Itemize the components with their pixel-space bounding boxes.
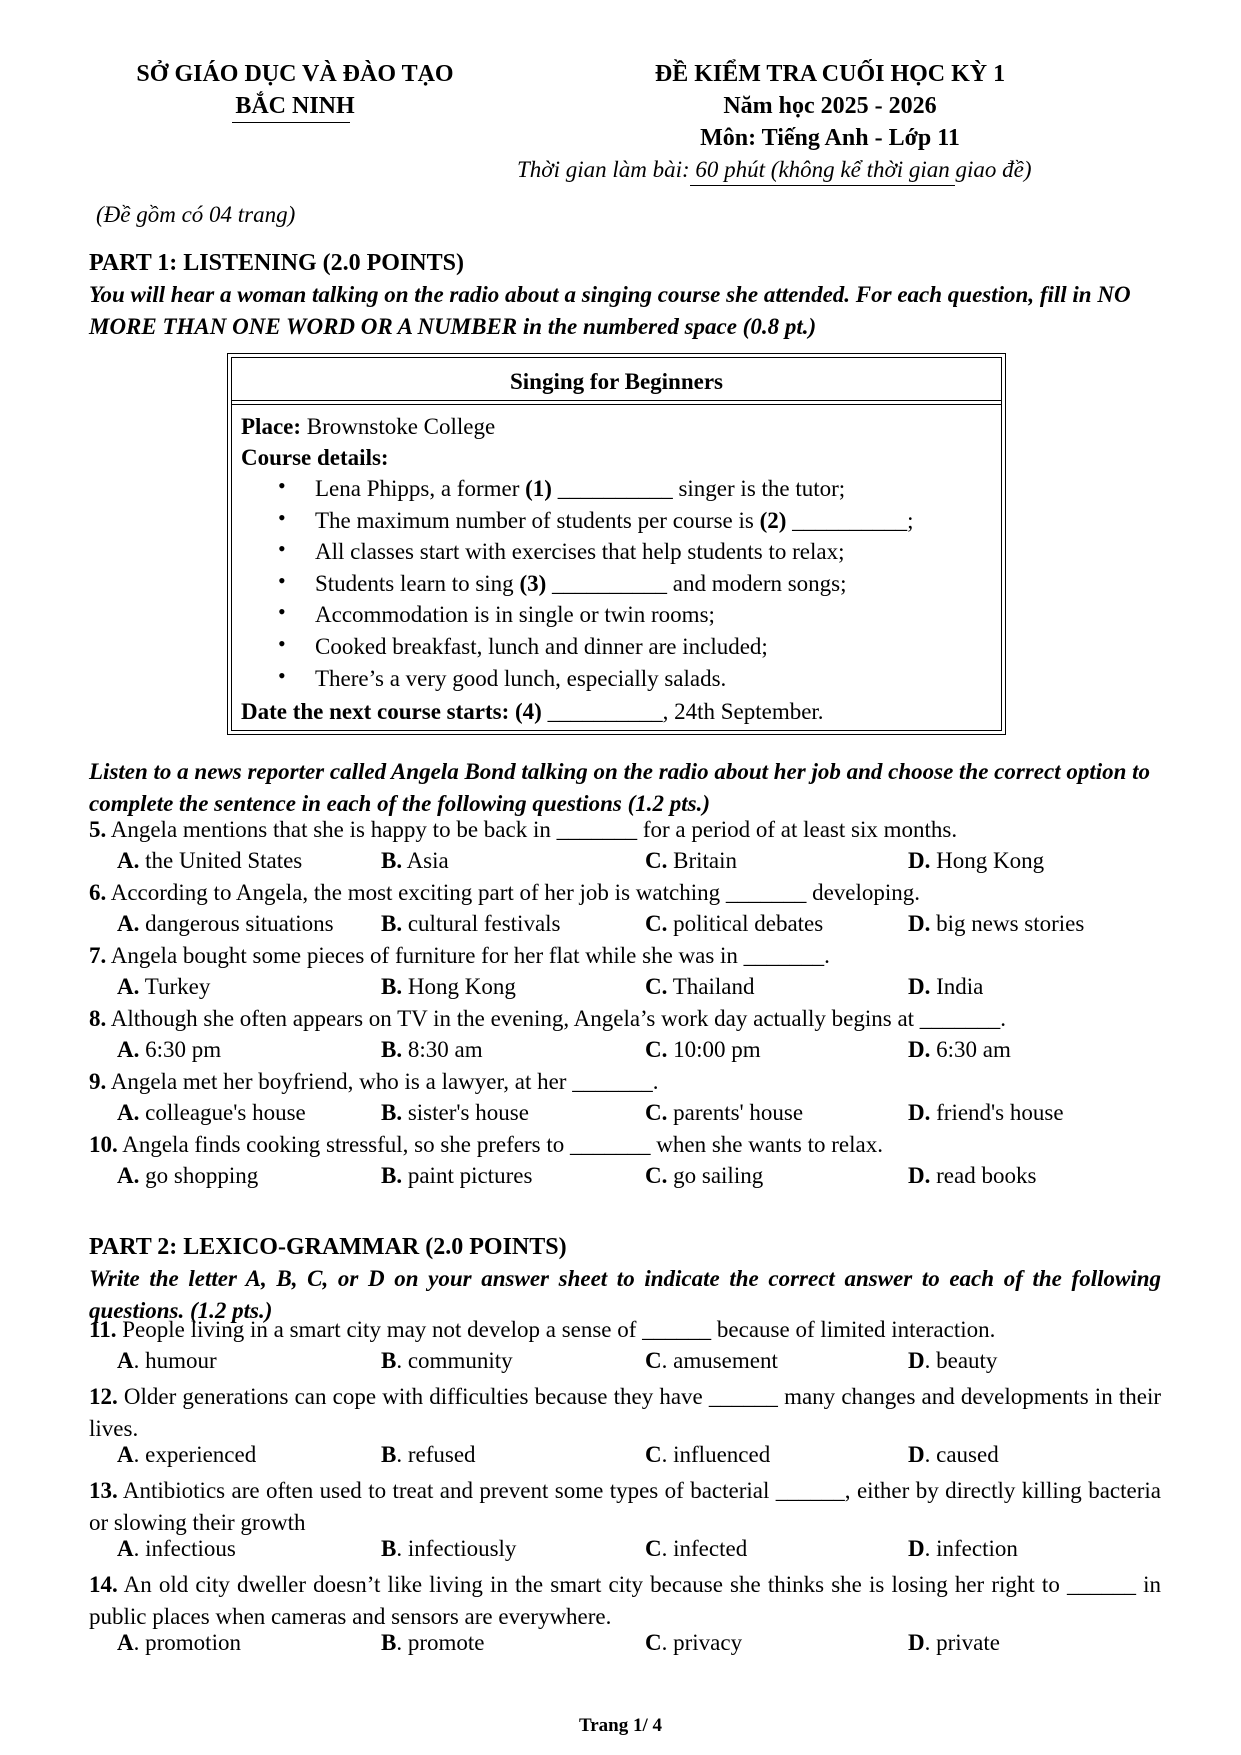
answer-option <box>117 849 302 872</box>
table-title: Singing for Beginners <box>510 369 723 394</box>
course-detail-item <box>315 477 845 500</box>
question-number: 10. <box>89 1132 118 1157</box>
course-detail-item <box>315 667 726 690</box>
date-line <box>241 700 824 723</box>
answer-option <box>645 1038 761 1061</box>
option-letter: C <box>645 1348 662 1373</box>
question-number: 11. <box>89 1317 117 1342</box>
option-text: . experienced <box>133 1442 257 1467</box>
option-text: parents' house <box>667 1100 804 1125</box>
course-details-label: Course details: <box>241 445 389 470</box>
date-value: __________, 24th September. <box>541 699 824 724</box>
part1-instruction: You will hear a woman talking on the radio about a singing course she attended. For each question, fill in NO MORE THAN ONE WORD OR A NUMBER in the numbered space (0.8 pt.) <box>89 282 1131 339</box>
option-text: 8:30 am <box>402 1037 483 1062</box>
detail-text: The maximum number of students per course is <box>315 508 760 533</box>
answer-option <box>908 975 983 998</box>
answer-option <box>908 1164 1036 1187</box>
question-text <box>89 1070 1161 1093</box>
school-year: Năm học 2025 - 2026 <box>723 93 937 119</box>
option-letter: B. <box>381 848 403 873</box>
detail-text: Cooked breakfast, lunch and dinner are included; <box>315 634 768 659</box>
question-text <box>89 1475 1161 1538</box>
answer-option <box>381 1443 476 1466</box>
option-letter: C. <box>645 848 668 873</box>
blank-number: (2) <box>759 508 787 533</box>
answer-option <box>381 1349 513 1372</box>
option-letter: A. <box>117 848 140 873</box>
answer-option <box>381 1631 485 1654</box>
answer-option <box>117 912 334 935</box>
date-label: Date the next course starts: (4) <box>241 699 542 724</box>
option-text: . caused <box>924 1442 999 1467</box>
question-stem: Angela mentions that she is happy to be back in _______ for a period of at least six months. <box>106 817 958 842</box>
answer-option <box>381 1101 529 1124</box>
question-stem: Angela bought some pieces of furniture for her flat while she was in _______. <box>106 943 830 968</box>
question-number: 7. <box>89 943 107 968</box>
option-text: . infected <box>661 1536 748 1561</box>
part2-instruction: Write the letter A, B, C, or D on your answer sheet to indicate the correct answer to each of the following questions. (1.2 pts.) <box>89 1266 1161 1323</box>
option-letter: D <box>908 1442 925 1467</box>
place-label: Place: <box>241 414 302 439</box>
option-letter: A. <box>117 1037 140 1062</box>
answer-option <box>117 1101 306 1124</box>
option-letter: D <box>908 1348 925 1373</box>
answer-option <box>908 1038 1011 1061</box>
detail-text-end: __________ and modern songs; <box>546 571 847 596</box>
bullet-icon <box>278 511 288 521</box>
detail-text-end: __________; <box>786 508 914 533</box>
question-stem: Although she often appears on TV in the evening, Angela’s work day actually begins at _______. <box>106 1006 1007 1031</box>
answer-option <box>908 1631 1000 1654</box>
answer-option <box>908 1443 999 1466</box>
bullet-icon <box>278 669 288 679</box>
part1-instruction-2: Listen to a news reporter called Angela Bond talking on the radio about her job and choose the correct option to complete the sentence in each of the following questions (1.2 pts.) <box>89 759 1151 816</box>
option-letter: B. <box>381 911 403 936</box>
question-stem: Older generations can cope with difficulties because they have ______ many changes and developments in their lives. <box>89 1384 1161 1441</box>
option-letter: B. <box>381 1100 403 1125</box>
blank-number: (3) <box>519 571 547 596</box>
option-letter: D. <box>908 1037 931 1062</box>
answer-option <box>908 1537 1018 1560</box>
option-text: big news stories <box>930 911 1085 936</box>
option-text: . community <box>396 1348 513 1373</box>
option-letter: C <box>645 1536 662 1561</box>
answer-option <box>645 1443 770 1466</box>
option-text: . humour <box>133 1348 217 1373</box>
answer-option <box>645 1537 747 1560</box>
answer-option <box>908 912 1084 935</box>
question-stem: Antibiotics are often used to treat and prevent some types of bacterial ______, either by directly killing bacteria or slowing their growth <box>89 1478 1161 1535</box>
option-letter: D <box>908 1630 925 1655</box>
option-letter: C <box>645 1630 662 1655</box>
question-text <box>89 1318 1161 1341</box>
option-text: cultural festivals <box>402 911 561 936</box>
answer-option <box>645 1349 778 1372</box>
detail-text: Lena Phipps, a former <box>315 476 526 501</box>
option-letter: C. <box>645 1037 668 1062</box>
answer-option <box>381 975 516 998</box>
option-text: . privacy <box>661 1630 743 1655</box>
option-letter: D. <box>908 911 931 936</box>
option-letter: A <box>117 1536 134 1561</box>
option-text: . infection <box>924 1536 1018 1561</box>
option-letter: D <box>908 1536 925 1561</box>
page-footer: Trang 1/ 4 <box>578 1715 663 1736</box>
question-number: 13. <box>89 1478 118 1503</box>
province-underline <box>232 122 350 123</box>
place-line <box>241 415 495 438</box>
option-text: . beauty <box>924 1348 998 1373</box>
option-text: . infectiously <box>396 1536 517 1561</box>
option-letter: A <box>117 1630 134 1655</box>
subject: Môn: Tiếng Anh - Lớp 11 <box>700 125 960 151</box>
question-stem: According to Angela, the most exciting part of her job is watching _______ developing. <box>106 880 921 905</box>
answer-option <box>381 912 561 935</box>
option-letter: A. <box>117 911 140 936</box>
detail-text: There’s a very good lunch, especially salads. <box>315 666 727 691</box>
option-letter: D. <box>908 848 931 873</box>
option-text: paint pictures <box>402 1163 533 1188</box>
blank-number: (1) <box>525 476 552 501</box>
option-letter: A. <box>117 1100 140 1125</box>
bullet-icon <box>278 637 288 647</box>
question-text <box>89 818 1161 841</box>
option-letter: A. <box>117 1163 140 1188</box>
answer-option <box>381 1537 516 1560</box>
bullet-icon <box>278 605 288 615</box>
question-number: 9. <box>89 1069 107 1094</box>
option-letter: B <box>381 1630 397 1655</box>
question-text <box>89 1569 1161 1632</box>
option-letter: C. <box>645 1163 668 1188</box>
option-letter: D. <box>908 1163 931 1188</box>
time-note: Thời gian làm bài: 60 phút (không kể thời gian giao đề) <box>517 157 1032 182</box>
answer-option <box>117 1537 236 1560</box>
question-text <box>89 1133 1161 1156</box>
question-text <box>89 1007 1161 1030</box>
place-value: Brownstoke College <box>301 414 496 439</box>
table-divider <box>231 400 1002 401</box>
answer-option <box>117 1164 258 1187</box>
option-text: Hong Kong <box>402 974 516 999</box>
detail-text: Students learn to sing <box>315 571 520 596</box>
answer-option <box>645 1164 763 1187</box>
course-detail-item <box>315 635 768 658</box>
question-number: 6. <box>89 880 107 905</box>
answer-option <box>117 975 210 998</box>
answer-option <box>645 1101 803 1124</box>
option-text: Turkey <box>139 974 211 999</box>
answer-option <box>645 975 754 998</box>
option-letter: A. <box>117 974 140 999</box>
option-letter: C. <box>645 974 668 999</box>
question-text <box>89 1381 1161 1444</box>
option-text: political debates <box>667 911 824 936</box>
detail-text: Accommodation is in single or twin rooms; <box>315 602 715 627</box>
option-text: Britain <box>667 848 738 873</box>
option-letter: D. <box>908 974 931 999</box>
option-letter: B. <box>381 974 403 999</box>
answer-option <box>645 1631 742 1654</box>
option-text: go shopping <box>139 1163 259 1188</box>
option-letter: D. <box>908 1100 931 1125</box>
answer-option <box>117 1631 241 1654</box>
answer-option <box>117 1038 221 1061</box>
course-detail-item <box>315 509 914 532</box>
option-letter: C. <box>645 1100 668 1125</box>
option-text: dangerous situations <box>139 911 334 936</box>
option-text: . promotion <box>133 1630 241 1655</box>
course-detail-item <box>315 540 845 563</box>
province-name: BẮC NINH <box>235 93 355 119</box>
option-text: 6:30 pm <box>139 1037 222 1062</box>
question-number: 14. <box>89 1572 118 1597</box>
question-stem: People living in a smart city may not develop a sense of ______ because of limited interaction. <box>116 1317 996 1342</box>
table-divider-2 <box>231 404 1002 405</box>
option-text: sister's house <box>402 1100 529 1125</box>
answer-option <box>117 1349 217 1372</box>
question-stem: An old city dweller doesn’t like living in the smart city because she thinks she is losing her right to ______ in public places when cameras and sensors are everywhere. <box>89 1572 1161 1629</box>
option-text: Thailand <box>667 974 755 999</box>
part1-title: PART 1: LISTENING (2.0 POINTS) <box>89 250 464 276</box>
option-text: 10:00 pm <box>667 1037 761 1062</box>
option-text: friend's house <box>930 1100 1064 1125</box>
option-letter: B <box>381 1442 397 1467</box>
option-text: read books <box>930 1163 1037 1188</box>
question-text <box>89 944 1161 967</box>
question-stem: Angela finds cooking stressful, so she prefers to _______ when she wants to relax. <box>117 1132 883 1157</box>
answer-option <box>381 1164 532 1187</box>
detail-text: All classes start with exercises that help students to relax; <box>315 539 845 564</box>
option-letter: B <box>381 1348 397 1373</box>
option-text: . private <box>924 1630 1000 1655</box>
answer-option <box>381 1038 483 1061</box>
pages-note: (Đề gồm có 04 trang) <box>96 202 296 227</box>
option-text: go sailing <box>667 1163 764 1188</box>
option-text: . refused <box>396 1442 476 1467</box>
bullet-icon <box>278 479 288 489</box>
question-number: 12. <box>89 1384 118 1409</box>
option-letter: B <box>381 1536 397 1561</box>
option-text: Asia <box>402 848 449 873</box>
option-letter: C. <box>645 911 668 936</box>
answer-option <box>645 912 823 935</box>
department-name: SỞ GIÁO DỤC VÀ ĐÀO TẠO <box>136 61 454 87</box>
answer-option <box>908 1349 997 1372</box>
question-text <box>89 881 1161 904</box>
option-text: . promote <box>396 1630 485 1655</box>
answer-option <box>117 1443 256 1466</box>
answer-option <box>381 849 449 872</box>
question-number: 5. <box>89 817 107 842</box>
course-detail-item <box>315 572 847 595</box>
option-text: . infectious <box>133 1536 236 1561</box>
option-letter: C <box>645 1442 662 1467</box>
time-underline <box>690 185 955 186</box>
option-text: colleague's house <box>139 1100 306 1125</box>
answer-option <box>908 1101 1064 1124</box>
answer-option <box>645 849 737 872</box>
part2-title: PART 2: LEXICO-GRAMMAR (2.0 POINTS) <box>89 1234 567 1260</box>
detail-text-end: __________ singer is the tutor; <box>551 476 846 501</box>
option-text: 6:30 am <box>930 1037 1011 1062</box>
option-letter: B. <box>381 1037 403 1062</box>
option-text: the United States <box>139 848 303 873</box>
option-letter: B. <box>381 1163 403 1188</box>
question-number: 8. <box>89 1006 107 1031</box>
course-detail-item <box>315 603 715 626</box>
option-text: India <box>930 974 984 999</box>
option-text: Hong Kong <box>930 848 1045 873</box>
option-text: . influenced <box>661 1442 771 1467</box>
option-letter: A <box>117 1348 134 1373</box>
answer-option <box>908 849 1044 872</box>
option-letter: A <box>117 1442 134 1467</box>
question-stem: Angela met her boyfriend, who is a lawyer, at her _______. <box>106 1069 659 1094</box>
bullet-icon <box>278 542 288 552</box>
bullet-icon <box>278 574 288 584</box>
exam-title: ĐỀ KIỂM TRA CUỐI HỌC KỲ 1 <box>654 61 1006 87</box>
option-text: . amusement <box>661 1348 778 1373</box>
